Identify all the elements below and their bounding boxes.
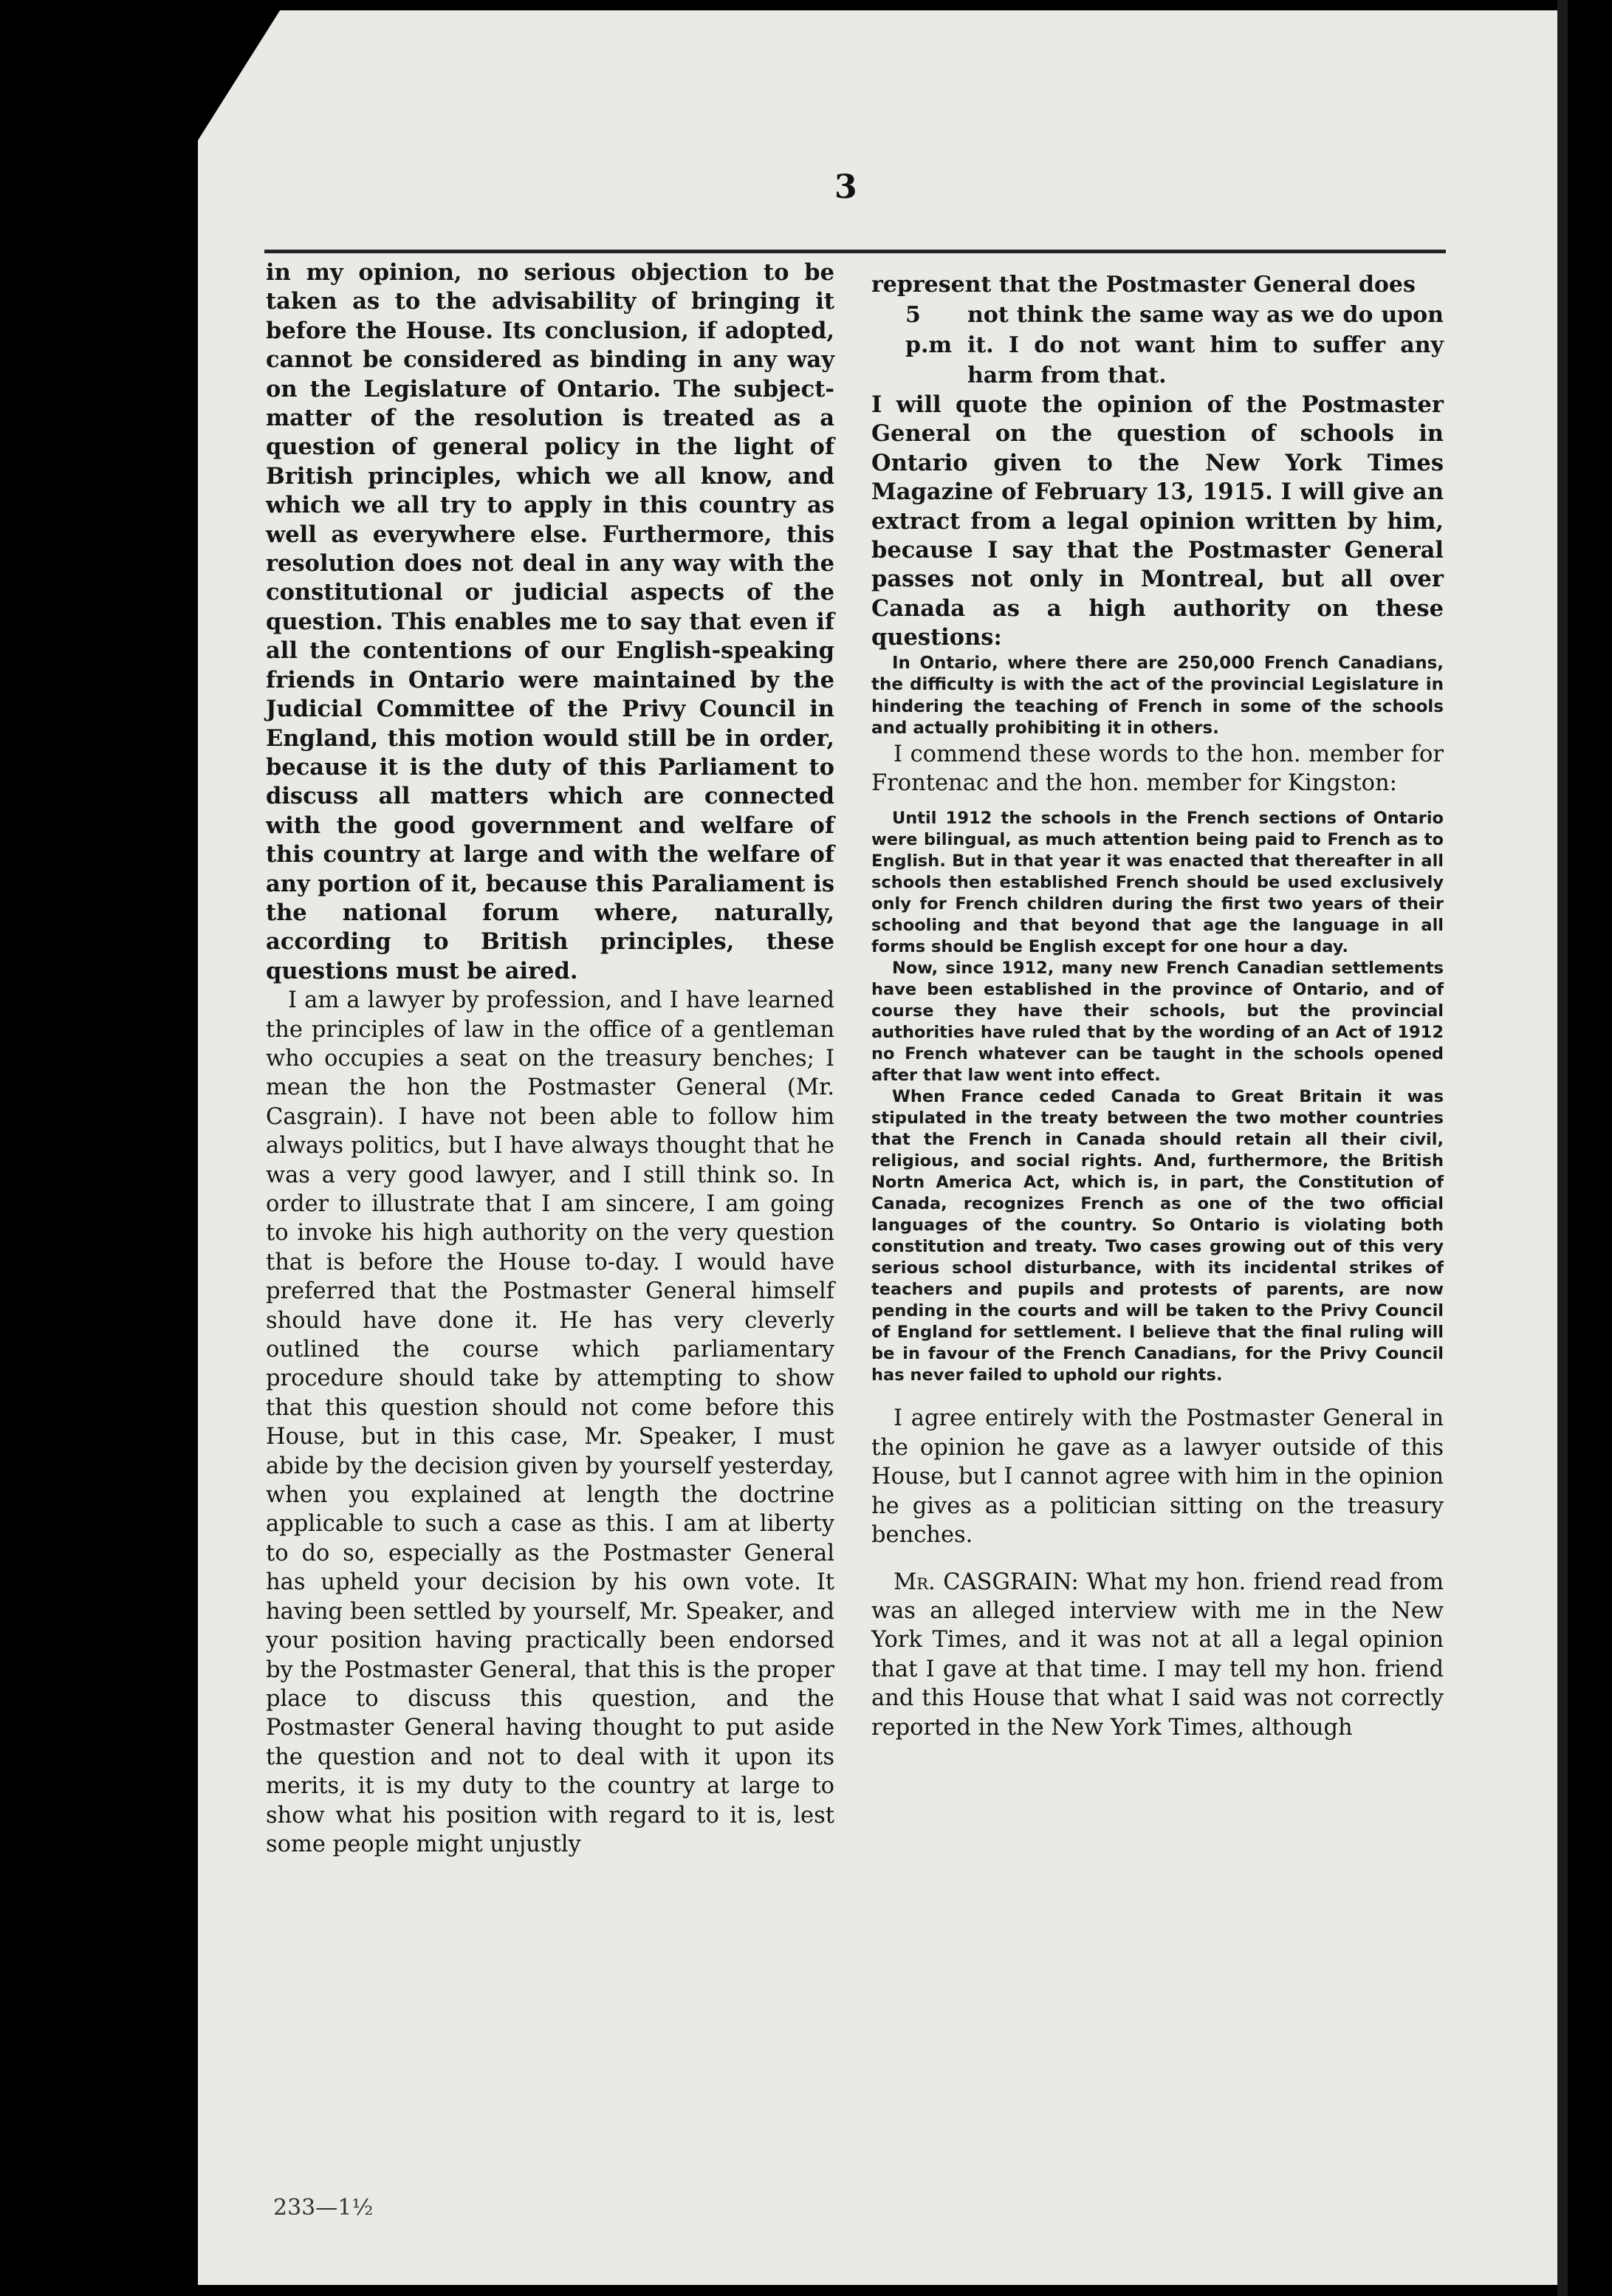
right-top-line: represent that the Postmaster General does: [871, 272, 1416, 298]
quote-2c: When France ceded Canada to Great Britain it was stipulated in the treaty between the two mother countries that the French in Canada should retain all their civil, religious, and social rights. And, furthermore, the British Nortn America Act, which is, in part, the Constitution of Canada, recognizes French as one of the two official languages of the country. So Ontario is violating both constitution and treaty. Two cases growing out of this very serious school disturbance, with its incidental strikes of teachers and pupils and protests of parents, are now pending in the courts and will be taken to the Privy Council of England for settlement. I believe that the final ruling will be in favour of the French Canadians, for the Privy Council has never failed to uphold our rights.: [871, 1087, 1444, 1385]
quote-2b: Now, since 1912, many new French Canadian settlements have been established in the province of Ontario, and of course they have their schools, but the provincial authorities have ruled that by the wording of an Act of 1912 no French whatever can be taught in the schools opened after that law went into effect.: [871, 959, 1444, 1086]
header-rule: [264, 250, 1446, 253]
agree-paragraph: I agree entirely with the Postmaster General in the opinion he gave as a lawyer outside of this House, but I cannot agree with him in the opinion he gives as a politician sitting on the treasury benches.: [871, 1405, 1444, 1549]
casgrain-text: What my hon. friend read from was an alleged interview with me in the New York Times, and it was not at all a legal opinion that I gave at that time. I may tell my hon. friend and this House that what I said was not correctly reported in the New York Times, although: [871, 1569, 1444, 1741]
page-edge-shadow: [1557, 0, 1568, 2296]
left-paragraph-1: in my opinion, no serious objection to be taken as to the advisability of bringing it before the House. Its conclusion, if adopted, cannot be considered as binding in any way on the Legislature of Ontario. The subject-matter of the resolution is treated as a question of general policy in the light of British principles, which we all know, and which we all try to apply in this country as well as everywhere else. Furthermore, this resolution does not deal in any way with the constitutional or judicial aspects of the question. This enables me to say that even if all the contentions of our English-speaking friends in Ontario were maintained by the Judicial Committee of the Privy Council in England, this motion would still be in order, because it is the duty of this Parliament to discuss all matters which are connected with the good government and welfare of this country at large and with the welfare of any portion of it, because this Paraliament is the national forum where, naturally, according to British principles, these questions must be aired.: [266, 259, 834, 984]
speaker-name: Mr. CASGRAIN:: [894, 1569, 1079, 1595]
casgrain-paragraph: [871, 1568, 1444, 1742]
commend-paragraph: I commend these words to the hon. member for Frontenac and the hon. member for Kingston:: [871, 741, 1444, 797]
torn-corner: [198, 0, 287, 140]
left-paragraph-2: I am a lawyer by profession, and I have learned the principles of law in the office of a gentleman who occupies a seat on the treasury benches; I mean the hon the Postmaster General (Mr. Casgrain). I have not been able to follow him always politics, but I have always thought that he was a very good lawyer, and I still think so. In order to illustrate that I am sincere, I am going to invoke his high authority on the very question that is before the House to-day. I would have preferred that the Postmaster General himself should have done it. He has very cleverly outlined the course which parliamentary procedure should take by attempting to show that this question should not come before this House, but in this case, Mr. Speaker, I must abide by the decision given by yourself yesterday, when you explained at length the doctrine applicable to such a case as this. I am at liberty to do so, especially as the Postmaster General has upheld your decision by his own vote. It having been settled by yourself, Mr. Speaker, and your position having practically been endorsed by the Postmaster General, that this is the proper place to discuss this question, and the Postmaster General having thought to put aside the question and not to deal with it upon its merits, it is my duty to the country at large to show what his position with regard to it is, lest some people might unjustly: [266, 987, 834, 1857]
right-column: [871, 270, 1444, 1742]
footer-signature: 233—1½: [273, 2195, 374, 2221]
time-row: [871, 300, 1444, 391]
quote-2a: Until 1912 the schools in the French sections of Ontario were bilingual, as much attention being paid to French as to English. But in that year it was enacted that thereafter in all schools then established French should be used exclusively only for French children during the first two years of their schooling and that beyond that age the language in all forms should be English except for one hour a day.: [871, 809, 1444, 957]
time-label: 5 p.m: [905, 302, 953, 358]
left-column: [266, 258, 834, 1859]
page-number: 3: [834, 168, 857, 206]
quote-1: In Ontario, where there are 250,000 French Canadians, the difficulty is with the act of the provincial Legislature in hindering the teaching of French in some of the schools and actually prohibiting it in others.: [871, 653, 1444, 739]
right-top-continuation: not think the same way as we do upon it. I do not want him to suffer any harm from that.: [967, 302, 1444, 388]
quote-intro-paragraph: I will quote the opinion of the Postmaster General on the question of schools in Ontario given to the New York Times Magazine of February 13, 1915. I will give an extract from a legal opinion written by him, because I say that the Postmaster General passes not only in Montreal, but all over Canada as a high authority on these questions:: [871, 391, 1444, 651]
